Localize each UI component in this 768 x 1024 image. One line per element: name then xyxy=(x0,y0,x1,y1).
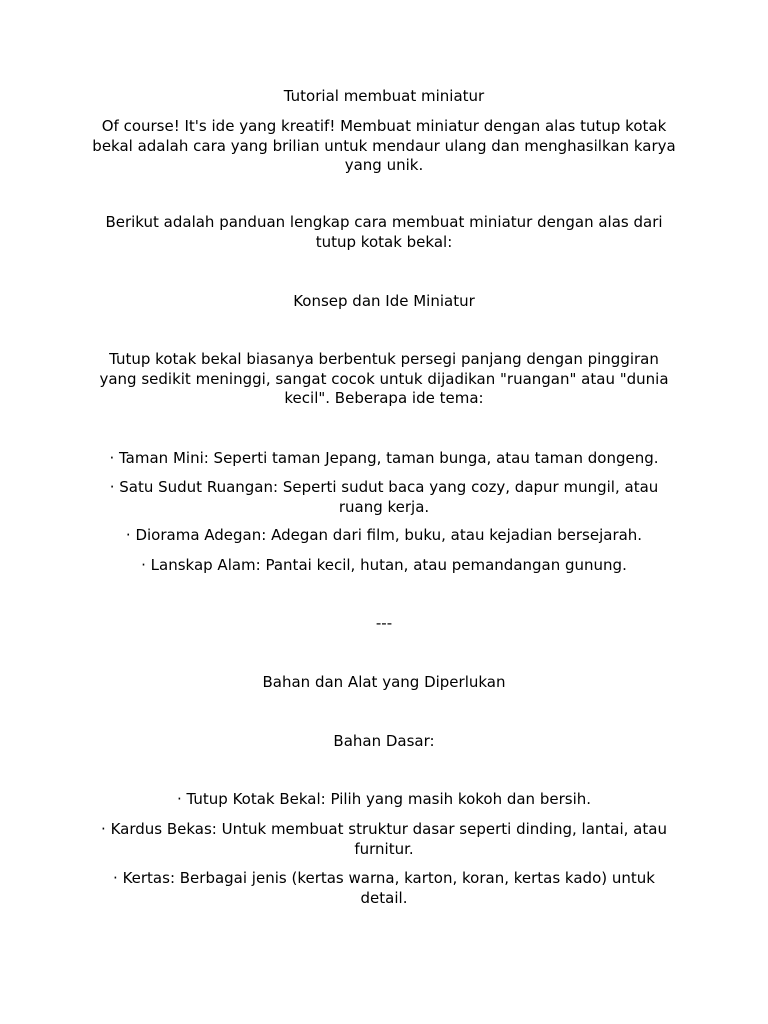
theme-list-item: · Lanskap Alam: Pantai kecil, hutan, atau pemandangan gunung. xyxy=(141,556,627,574)
material-list-item: · Tutup Kotak Bekal: Pilih yang masih kokoh dan bersih. xyxy=(176,790,592,808)
section-heading-bahan-alat: Bahan dan Alat yang Diperlukan xyxy=(262,673,506,691)
material-list-item: · Kardus Bekas: Untuk membuat struktur dasar seperti dinding, lantai, atau furnitur. xyxy=(101,820,667,858)
section-heading-konsep: Konsep dan Ide Miniatur xyxy=(293,292,475,310)
intro-paragraph: Of course! It's ide yang kreatif! Membuat miniatur dengan alas tutup kotak bekal adalah cara yang brilian untuk mendaur ulang dan menghasilkan karya yang unik. xyxy=(92,117,676,174)
theme-list-item: · Taman Mini: Seperti taman Jepang, taman bunga, atau taman dongeng. xyxy=(109,449,659,467)
section-separator: --- xyxy=(375,614,393,632)
guide-intro-paragraph: Berikut adalah panduan lengkap cara membuat miniatur dengan alas dari tutup kotak bekal: xyxy=(105,213,663,251)
theme-list-item: · Satu Sudut Ruangan: Seperti sudut baca yang cozy, dapur mungil, atau ruang kerja. xyxy=(109,478,659,516)
theme-list-item: · Diorama Adegan: Adegan dari film, buku, atau kejadian bersejarah. xyxy=(125,526,643,544)
konsep-paragraph: Tutup kotak bekal biasanya berbentuk persegi panjang dengan pinggiran yang sedikit meninggi, sangat cocok untuk dijadikan "ruangan" atau "dunia kecil". Beberapa ide tema: xyxy=(99,350,669,407)
material-list-item: · Kertas: Berbagai jenis (kertas warna, karton, koran, kertas kado) untuk detail. xyxy=(113,869,655,907)
subsection-heading-bahan-dasar: Bahan Dasar: xyxy=(333,732,435,750)
document-title: Tutorial membuat miniatur xyxy=(283,87,485,105)
